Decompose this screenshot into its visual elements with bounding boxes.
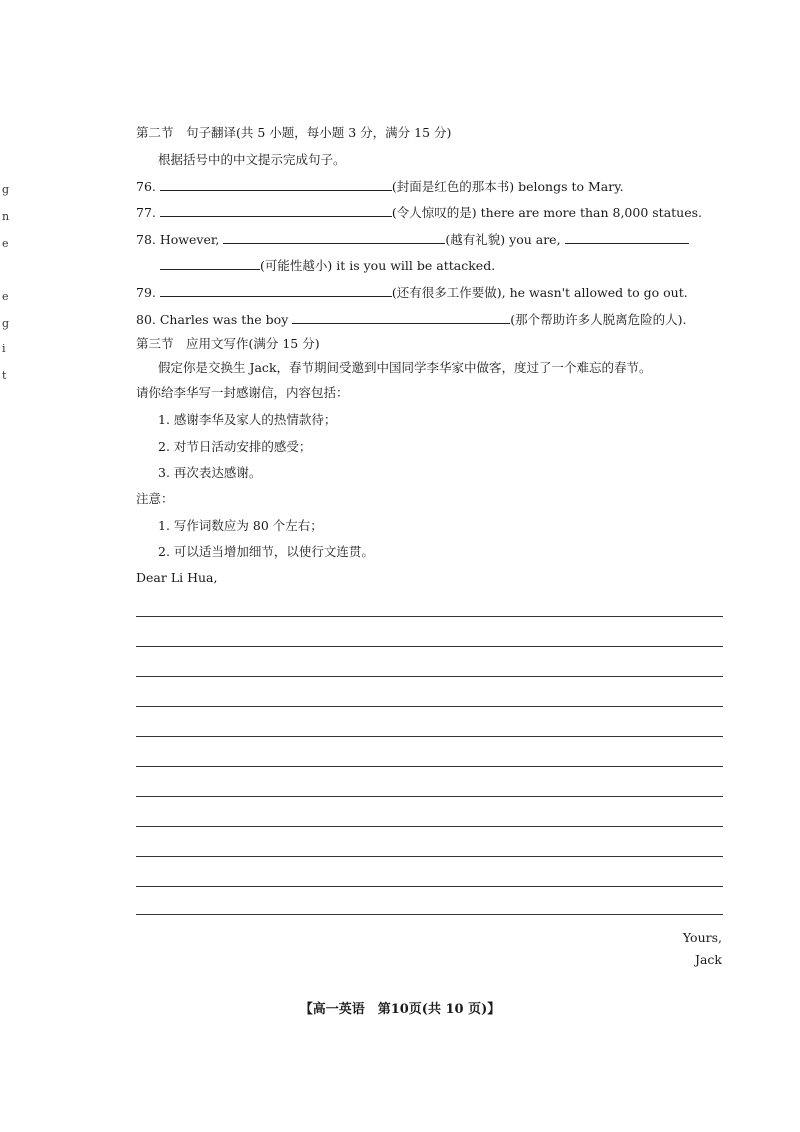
writing-line[interactable] (136, 646, 723, 647)
q80-answer-blank[interactable] (292, 309, 510, 324)
margin-letter: i (2, 342, 6, 355)
section2-heading: 第二节 句子翻译(共 5 小题，每小题 3 分，满分 15 分) (136, 125, 452, 140)
content-point-3: 3. 再次表达感谢。 (158, 465, 262, 480)
question-78-line1 (136, 229, 689, 250)
q76-after: belongs to Mary. (514, 179, 624, 194)
writing-line[interactable] (136, 914, 723, 915)
writing-line[interactable] (136, 616, 723, 617)
section2-instruction: 根据括号中的中文提示完成句子。 (158, 152, 346, 167)
question-80 (136, 309, 686, 330)
q77-hint: (令人惊叹的是) (391, 205, 477, 220)
q78-after: it is you will be attacked. (332, 258, 496, 273)
q78-answer-blank-3[interactable] (160, 255, 260, 270)
q78-answer-blank-2[interactable] (565, 229, 689, 244)
question-76 (136, 176, 624, 197)
q77-number: 77. (136, 205, 156, 220)
writing-line[interactable] (136, 826, 723, 827)
writing-line[interactable] (136, 856, 723, 857)
q79-number: 79. (136, 285, 156, 300)
note-label: 注意： (136, 491, 174, 506)
margin-letter: g (2, 183, 10, 196)
question-77 (136, 202, 702, 223)
q79-answer-blank[interactable] (160, 282, 392, 297)
q79-hint: (还有很多工作要做) (391, 285, 502, 300)
q77-answer-blank[interactable] (160, 202, 392, 217)
letter-signature: Jack (694, 952, 722, 967)
content-point-2: 2. 对节日活动安排的感受； (158, 439, 312, 454)
margin-letter: e (2, 237, 9, 250)
q79-after: , he wasn't allowed to go out. (501, 285, 688, 300)
q76-hint: (封面是红色的那本书) (391, 179, 515, 194)
section3-heading: 第三节 应用文写作(满分 15 分) (136, 336, 320, 351)
q78-hint: (越有礼貌) (445, 232, 506, 247)
note-2: 2. 可以适当增加细节，以使行文连贯。 (158, 544, 374, 559)
q76-answer-blank[interactable] (160, 176, 392, 191)
page-footer: 【高一英语 第10页(共 10 页)】 (299, 1002, 501, 1017)
q78-hint2: (可能性越小) (260, 258, 333, 273)
prompt-line-2: 请你给李华写一封感谢信，内容包括： (136, 385, 349, 400)
question-78-line2 (160, 255, 495, 276)
q80-hint: (那个帮助许多人脱离危险的人). (510, 312, 687, 327)
q77-after: there are more than 8,000 statues. (476, 205, 703, 220)
margin-letter: t (2, 369, 7, 382)
writing-line[interactable] (136, 676, 723, 677)
note-1: 1. 写作词数应为 80 个左右； (158, 518, 323, 533)
letter-closing: Yours, (682, 930, 722, 945)
q76-number: 76. (136, 179, 156, 194)
q80-number: 80. Charles was the boy (136, 312, 289, 327)
q78-mid: you are, (505, 232, 561, 247)
margin-letter: g (2, 317, 10, 330)
q78-answer-blank-1[interactable] (223, 229, 445, 244)
writing-line[interactable] (136, 796, 723, 797)
writing-line[interactable] (136, 886, 723, 887)
prompt-line-1: 假定你是交换生 Jack，春节期间受邀到中国同学李华家中做客，度过了一个难忘的春节。 (158, 360, 652, 375)
question-79 (136, 282, 688, 303)
writing-line[interactable] (136, 736, 723, 737)
letter-salutation: Dear Li Hua, (136, 570, 218, 585)
writing-line[interactable] (136, 766, 723, 767)
margin-letter: e (2, 290, 9, 303)
content-point-1: 1. 感谢李华及家人的热情款待； (158, 412, 337, 427)
margin-letter: n (2, 210, 10, 223)
q78-number: 78. However, (136, 232, 220, 247)
writing-line[interactable] (136, 706, 723, 707)
